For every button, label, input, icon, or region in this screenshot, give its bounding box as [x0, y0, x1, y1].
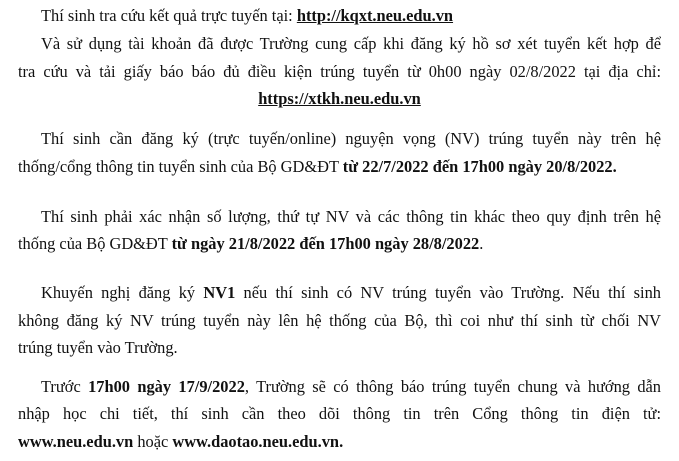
p5-deadline: 17h00 ngày 17/9/2022: [88, 377, 245, 396]
p5-line3: [18, 432, 661, 452]
xtkh-link[interactable]: https://xtkh.neu.edu.vn: [258, 89, 421, 108]
p4-line3: trúng tuyển vào Trường.: [18, 338, 178, 357]
p5-line1-b: , Trường sẽ có thông báo trúng tuyển chung và hướng dẫn: [244, 377, 661, 396]
daotao-website-link[interactable]: www.daotao.neu.edu.vn: [172, 432, 340, 451]
p1-line3: tra cứu và tải giấy báo báo đủ điều kiện trúng tuyển từ 0h00 ngày 02/8/2022 tại địa chỉ:: [18, 62, 661, 81]
p5-line3-mid: hoặc: [133, 432, 173, 451]
p2-line2: [18, 157, 661, 177]
p1-line2: Và sử dụng tài khoản đã được Trường cung cấp khi đăng ký hồ sơ xét tuyển kết hợp để: [41, 34, 661, 53]
p3-line2-end: .: [479, 234, 484, 253]
p1-line1-text: Thí sinh tra cứu kết quả trực tuyến tại:: [41, 6, 297, 25]
p4-line1: [18, 283, 661, 303]
p4-nv1: NV1: [203, 283, 236, 302]
p3-line2: [18, 234, 661, 254]
p3-deadline: từ ngày 21/8/2022 đến 17h00 ngày 28/8/2022: [171, 234, 480, 253]
p5-line2: nhập học chi tiết, thí sinh cần theo dõi thông tin trên Cổng thông tin điện tử:: [18, 404, 661, 423]
p4-line1-a: Khuyến nghị đăng ký: [41, 283, 204, 302]
p5-line1-a: Trước: [41, 377, 89, 396]
p2-deadline: từ 22/7/2022 đến 17h00 ngày 20/8/2022.: [342, 157, 617, 176]
p4-line1-b: nếu thí sinh có NV trúng tuyển vào Trường. Nếu thí sinh: [235, 283, 661, 302]
p3-line1: Thí sinh phải xác nhận số lượng, thứ tự NV và các thông tin khác theo quy định trên hệ: [41, 207, 661, 226]
p5-line1: [18, 377, 661, 397]
p2-line1: Thí sinh cần đăng ký (trực tuyến/online) nguyện vọng (NV) trúng tuyển này trên hệ: [41, 129, 661, 148]
p1-line4: [18, 89, 661, 109]
p4-line2: không đăng ký NV trúng tuyển này lên hệ thống của Bộ, thì coi như thí sinh từ chối NV: [18, 311, 661, 330]
p3-line2-text: thống của Bộ GD&ĐT: [18, 234, 172, 253]
kqxt-link[interactable]: http://kqxt.neu.edu.vn: [296, 6, 454, 25]
neu-website-link[interactable]: www.neu.edu.vn: [18, 432, 134, 451]
p2-line2-text: thống/cổng thông tin tuyển sinh của Bộ GD&ĐT: [18, 157, 343, 176]
p5-line3-end: .: [339, 432, 344, 451]
p1-line1: [18, 6, 679, 26]
